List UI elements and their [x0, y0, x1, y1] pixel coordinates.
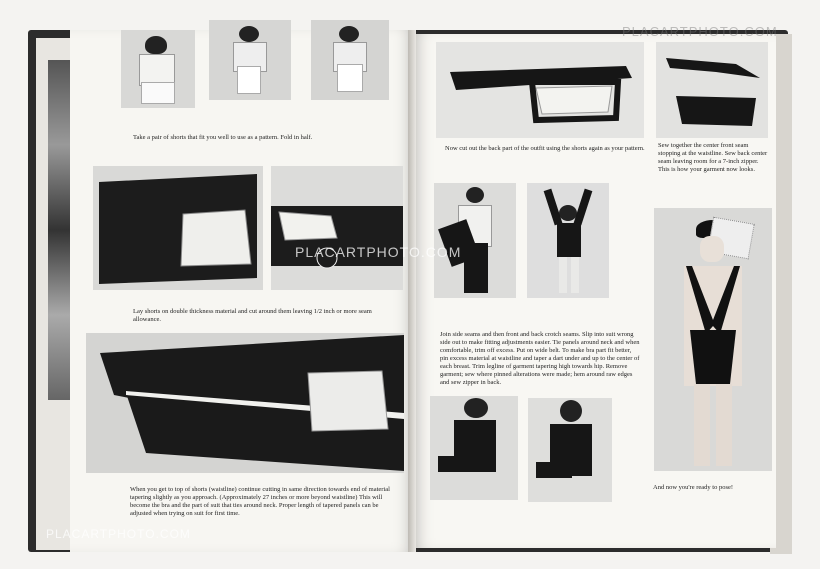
caption-sew-seams: Sew together the center front seam stopping at the waistline. Sew back center seam leaving room for a 7-inch zipper. This is how your garment now looks. [658, 142, 768, 173]
fitting-photo-1 [434, 183, 516, 298]
watermark-center: PLACARTPHOTO.COM [295, 244, 462, 260]
watermark-bottom: PLACARTPHOTO.COM [46, 527, 191, 541]
model-photo-1 [121, 30, 195, 108]
back-part-shape [436, 42, 644, 138]
caption-lay-shorts: Lay shorts on double thickness material and cut around them leaving 1/2 inch or more seam allowance. [133, 308, 372, 323]
model-photo-2 [209, 20, 291, 100]
finishing-photo-2 [528, 398, 612, 502]
fitting-photo-2 [527, 183, 609, 298]
book-gutter [408, 30, 416, 552]
finished-swimsuit-photo [654, 208, 772, 471]
finishing-photo-1 [430, 396, 518, 500]
model-photo-3 [311, 20, 389, 100]
swimsuit-shape [684, 264, 742, 390]
previous-page-photo-edge [48, 60, 70, 400]
tapered-fabric-shape [86, 333, 404, 473]
fabric-shape [93, 166, 263, 290]
garment-shape [656, 42, 768, 138]
left-page [70, 30, 415, 552]
caption-join-seams: Join side seams and then front and back crotch seams. Slip into suit wrong side out to make fitting adjustments easier. Tie panels around neck and when comfortable, trim off excess. Put on wide belt. To make bra part fit better, pin excess material at waistline and taper a dart under and up to the center of each breast. Trim legline of garment tapering high towards hip. Remove garment; sew where pinned alterations were made; hem around raw edges and sew zipper in back. [440, 331, 640, 386]
caption-ready-to-pose: And now you're ready to pose! [653, 484, 734, 491]
fabric-cutting-photo [93, 166, 263, 290]
back-part-photo [436, 42, 644, 138]
shorts-on-fabric-photo [271, 166, 403, 290]
tapered-cut-photo [86, 333, 404, 473]
caption-continue-cutting: When you get to top of shorts (waistline) continue cutting in same direction towards end of material tapering slightly as you approach. (Approximately 27 inches or more beyond waistline) This will become the bra and the part of suit that ties around neck. Proper length of tapered panels can be adjusted when trying on suit for first time. [130, 486, 390, 517]
caption-fold-shorts: Take a pair of shorts that fit you well to use as a pattern. Fold in half. [133, 134, 313, 141]
shorts-shape [271, 166, 403, 290]
caption-cut-back: Now cut out the back part of the outfit using the shorts again as your pattern. [445, 145, 645, 152]
sewn-garment-photo [656, 42, 768, 138]
watermark-top: PLACARTPHOTO.COM [622, 24, 778, 39]
